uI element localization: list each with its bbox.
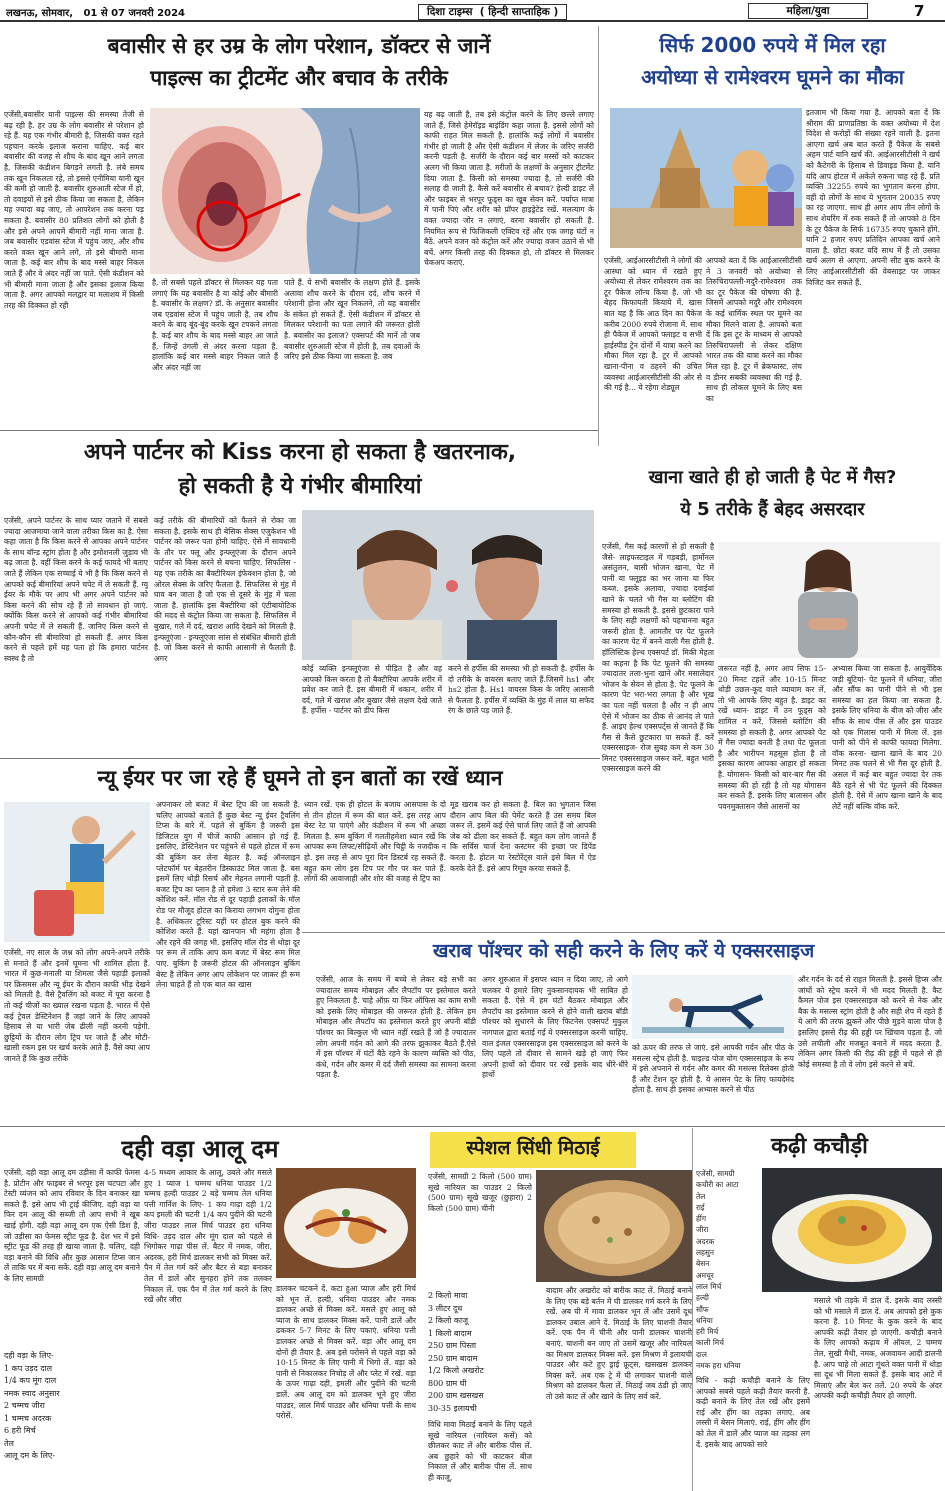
piles-column-4: यह बढ़ जाती है, तब इसे कंट्रोल करने के लिए छल्ले लगाए जाते हैं, जिसे हेमेरॉइड बाइंडिंग कहा जाता है. इससे लोगों को काफी राहत मिल सकती है. हालांकि कई लोगों में बवासीर गंभीर हो जाती है और ऐसी कंडीशन में लेजर के जरिए सर्जरी करनी पड़ती है. सर्जरी के दौरान कई बार मस्सों को काटकर अलग भी किया जाता है. मरीजों के लक्षणों के अनुसार ट्रीटमेंट दिया जाता है. किसी को समस्या ज्यादा है, तो सर्जरी की सलाह दी जाती है. कैसे करें बवासीर से बचाव? हेल्दी डाइट लें और फाइबर से भरपूर फूड्स का खूब सेवन करें. पर्याप्त मात्रा में पानी पिएं और शरीर को प्रॉपर हाइड्रेटेड रखें. मलत्याग के वक्त ज्यादा जोर न लगाएं, वरना बवासीर हो सकती है. नियमित रूप से फिजिकली एक्टिव रहें और एक जगह घंटों न बैठें. अपने वजन को कंट्रोल करें और ज्यादा वजन उठाने से भी बचें. अगर किसी तरह की दिक्कत हो, तो डॉक्टर से मिलकर चेकअप कराएं. [424,110,594,268]
ingredient-item: अदरक [696,1236,715,1246]
ayodhya-column-a: एजेंसी, आईआरसीटीसी ने लोगों की आस्था को ध्यान में रखते हुए अयोध्या से लेकर रामेश्वरम तक का टूर पैकेज लॉन्च किया है. जो भी बेहद किफायती कियाये में. खास बात यह है कि आठ दिन का पैकेज करीब 2000 रुपये रोजाना में. साथ ही पैकेज में आपको फ्लाइट व सभी हाईस्पीड ट्रेन दोनों में यात्रा करने का मौका मिल रहा है. टूर में आपको खाना-पीना व ठहरने की उचित व्यवस्था आईआरसीटीसी की ओर से की गई है... ये रहेगा शेड्यूल [604,256,702,393]
ingredient-item: अमचूर [696,1270,714,1280]
piles-article [0,24,598,422]
ayodhya-headline-2: अयोध्या से रामेश्वरम घूमने का मौका [641,65,904,89]
dahivada-headline: दही वड़ा आलू दम [121,1135,279,1163]
ingredient-item: 250 ग्राम पिस्ता [428,1341,477,1350]
kadhi-headline: कढ़ी कचौड़ी [771,1134,868,1159]
ayodhya-article [600,24,945,464]
kadhi-article [694,1128,945,1491]
ingredient-item: नमक स्वाद अनुसार [4,1388,60,1398]
gas-column-2: जरूरत नहीं है, अगर आप सिफ 15-20 मिनट टहलें और 10-15 मिनट थोड़ी उछल-कूद वाले व्यायाम कर लें, तो भी आपके लिए बहुत है. डाइट का रखें ध्यान- डाइट में उन फूड्स को शामिल न करें, जिससे ब्लोटिंग की समस्या हो सकती है. अगर आपको पेट में गैस ज्यादा बनती है तथा पेट फूलता है और भारीपन महसूस होता है तो इसका कारण आपका आहार हो सकता है. योगासन- किसी को बार-बार गैस की समस्या की हो रही है तो यह योगासन कर सकते हैं. इसके लिए बालासन और पवनमुक्तासन जैसे आसनों का [718,664,826,811]
newyear-column-3: ध्यान रखें. एक ही होटल के बजाय आसपास के दो से तीन होटल में रूम की बात करें. इस तरह आप बेस्ट रेट पा पाएंगे और कंडीशन में रूम भी अच्छा मिलता है. रूम बुकिंग में गलतीहमेशा ध्यान रखें कि आपका रूम लिफ्ट/सीढ़ियों और चिट्ठी के नजदीक न हो. इस तरह से आप पूरा दिन डिस्टर्ब रह सकते हैं. बहुत कम लोग इस टिप पर गौर पर कर पाते हैं. लोगों की आवाजाही और शोर की वजह से ट्रिप का [304,800,446,884]
temple-image [610,108,802,248]
ingredient-item: तेल [4,1438,14,1448]
piles-headline-2: पाइल्स का ट्रीटमेंट और बचाव के तरीके [150,66,448,90]
kiss-column-2: कई तरीके की बीमारियों को फैलने से रोका जा सकता है. इसके साथ ही बेसिक सेक्स एजुकेशन भी पार्टनर को जरूर पता होनी चाहिए. ऐसे में सावधानी के तौर पर फ्लू और इन्फ्लूएंजा के दौरान अपने पार्टनर को किस करने से बचना चाहिए. सिफलिस - यह एक तरीके का बैक्टीरियल इंफेक्शन होता है, जो ओरल सेक्स के जरिए फैलता है. सिफलिस से मुंह में घाव बन जाता है जो एक से दूसरे के मुंह में चला जाता है. हालांकि इस बैक्टीरिया को एंटीबायोटिक की मदद से कंट्रोल किया जा सकता है. सिफलिस में बुखार, गले में दर्द, खराश आदि देखने को मिलती है. इन्फ्लूएंजा - इन्फ्लूएंजा सांस से संबंधित बीमारी होती है. जो किस करने से काफी आसानी से फैलती है. अगर [154,516,296,663]
kiss-column-3: कोई व्यक्ति इन्फ्लूएंजा से पीड़ित है और वह आपको किस करता है तो बैक्टीरिया आपके शरीर में प्रवेश कर जाते हैं. इस बीमारी में थकान, शरीर में दर्द, गले में खराश और बुखार जैसे लक्षण देखे जाते हैं. हर्पीस - पार्टनर को डीप किस [302,664,442,716]
dahivada-article [0,1128,420,1491]
ingredient-item: नमक हरा धनिया [696,1361,741,1371]
ingredient-item: 2 किलो काजू [428,1316,469,1325]
kiss-headline-1: अपने पार्टनर को Kiss करना हो सकता है खतरनाक, [83,440,517,465]
posture-column-3: को ऊपर की तरफ ले जाएं. इसे आपकी गर्दन और पीठ के मसल्स स्ट्रेच होती है. चाइल्ड पोज योग एक्सरसाइज के रूप में इसे अपनाने से गर्दन और कमर की मसल्स रिलेक्स होती हैं और टेंशन दूर होती है. ये आसन पेट के लिए फायदेमंद होता है. साथ ही इसका अभ्यास करने से पीठ [632,1043,794,1095]
kachori-image [762,1168,942,1292]
ingredient-item: 200 ग्राम खसखस [428,1391,484,1400]
ingredient-item: दही वड़ा के लिए- [4,1351,54,1360]
ayodhya-column-b: आपको बता दें कि आईआरसीटीसी ने 3 जनवरी को अयोध्या से तिरुचिरापल्ली-मदुरै-रामेश्वरम तक का टूर पैकेज की घोषणा की है. जिसमें आपको मदुरै और रामेश्वरम के कई धार्मिक स्थल पर घूमने का मौका मिलने वाला है. आपको बता दें कि इस टूर के माध्यम से आपको तिरुचिरापल्ली से लेकर दक्षिण भारत तक की यात्रा करने का मौका मिल रहा है. टूर में ब्रेकफास्ट, लंच व डीनर सबकी व्यवस्था की गई है. साथ ही लोकल घूमने के लिए बस का [706,256,802,403]
dahivada-column-3: डालकर चटकने दें. कटा हुआ प्याज और हरी मिर्च को भून लें. हल्दी, धनिया पाउडर और नमक डालकर अच्छे से मिक्स करें. मसले हुए आलू को प्याज के साथ डालकर मिक्स करें. पानी डालें और ढककर 5-7 मिनट के लिए पकाएं. धनिया पत्ती डालकर अच्छे से मिक्स करें. वड़ा और आलू दम दोनों ही तैयार है. अब इसे परोसने से पहले वड़ा को 10-15 मिनट के लिए पानी में भिगो लें. वड़ा को पानी से निकालकर निचोड़ लें और प्लेट में रखें. वड़ा के ऊपर गाढ़ा दही, इमली और पुदीने की चटनी डालें. अब आलू दम को डालकर भूने हुए जीरा पाउडर, लाल मिर्च पाउडर और धनिया पत्ती के साथ परोसें. [276,1284,416,1421]
gas-headline-2: ये 5 तरीके हैं बेहद असरदार [680,499,865,520]
ingredient-item: 30-35 इलायची [428,1403,477,1413]
piles-column-1: एजेंसी,बवासीर यानी पाइल्स की समस्या तेजी से बढ़ रही है. हर उम्र के लोग बवासीर से परेशान हो रहे हैं. यह एक गंभीर बीमारी है, जिसकी वक्त रहते पहचान करके इलाज कराना चाहिए. कई बार बवासीर की वजह से शौच के बाद खून आने लगता है, जिसकी कंडीशन बिगड़ने लगती है. लंबे समय तक खून निकलता रहे, तो इससे एनीमिया यानी खून की कमी हो जाती है. बवासीर शुरुआती स्टेज में हो, तो दवाइयों से इसे ठीक किया जा सकता है, लेकिन यह ज्यादा बढ़ जाए, तो आपरेशन तक करना पड़ सकता है. बवासीर 80 प्रतिशत लोगों को होती है और इसे अपने आपमें बीमारी नहीं माना जाता है. जब बवासीर एडवांस स्टेज में पहुंच जाए, और शौच करते वक्त खून आने लगे, तो इसे बीमारी माना जाता है. कई बार शौच के बाद मस्से बाहर निकल जाते हैं और वे अंदर नहीं जा पाते. ऐसी कंडीशन को भी बीमारी माना जाता है और इसका इलाज किया जाता है. अगर आपको मलद्वार या मलाशय में किसी तरह की दिक्कत हो रही [4,110,144,310]
ingredient-item: आलू दम के लिए- [4,1451,56,1460]
couple-image [302,510,594,660]
dahivada-column-2: 4-5 मध्यम आकार के आलू, उबले और मसले हुए 1 प्याज 1 चम्मच धनिया पाउडर 1/2 चम्मच हल्दी पाउडर 2 बड़े चम्मच तेल धनिया पत्ती गार्निश के लिए- 1 कप गाढ़ा दही 1/2 कप इमली की चटनी 1/4 कप पुदीने की चटनी जीरा पाउडर लाल मिर्च पाउडर हरा धनिया विधि- उड़द दाल और मूंग दाल को पहले से भिगोकर गाढ़ा पीस लें. बैटर में नमक, जीरा, अदरक, हरी मिर्च डालकर सभी को मिक्स करें. पैन में तेल गर्म करें और बैटर से बड़ा बनाकर तेल में डालें और सुनहरा होने तक तलकर निकाल लें. एक पैन में तेल गर्म करने के लिए रखें और जीरा [144,1168,272,1305]
ingredient-item: हरी मिर्च [696,1327,719,1337]
ingredient-item: तेल [696,1191,706,1201]
piles-column-3: पाते हैं. ये सभी बवासीर के लक्षण होते हैं. इसके अलावा शौच करने के दौरान दर्द, शौच करने में परेशानी होना और खून निकलने, तो यह बवासीर के संकेत हो सकते हैं. ऐसी कंडीशन में डॉक्टर से मिलकर परेशानी का पता लगाने की जरूरत होती है. बवासीर का इलाज? एक्सपर्ट की मानें तो जब बवासीर शुरुआती स्टेज में होती है, तब दवाओं के जरिए इसे ठीक किया जा सकता है. जब [284,278,420,362]
posture-column-2: अगर शुरुआत में इसपर ध्यान न दिया जाए, तो आगे चलकर ये हमारे लिए नुकसानदायक भी साबित हो सकता है. ऐसे में हम घंटों बैठकर मोबाइल और लैपटॉप का इस्तेमाल करने से होने वाली खराब बॉडी पॉश्चर को सुधारने के लिए फिटनेस एक्सपर्ट मुकुल नागपाल द्वारा बताई गई ये एक्सरसाइज करनी चाहिए. वाल इंजल एक्सरसाइज इस एक्सरसाइज को करने के लिए पहले तो दीवार से सामने खड़े हो जाएं फिर अपनी हाथों को दीवार पर रखें इसके बाद धीरे-धीरे हाथों [482,975,628,1080]
piles-column-2: है, तो सबसे पहले डॉक्टर से मिलकर यह पता लगाएं कि यह बवासीर है या कोई और बीमारी है. बवासीर के लक्षण? डॉ. के अनुसार बवासीर जब एडवांस स्टेज में पहुंच जाती है, तब शौच करने के बाद बूंद-बूंद करके खून टपकने लगता है. कई बार शौच के बाद मस्से बाहर आ जाते हैं, जिन्हें उंगली से अंदर करना पड़ता है. हालांकि कई बार मस्से बाहर निकल जाते हैं और अंदर नहीं जा [152,278,278,372]
sindhi-column-1-rest: विधि मावा मिठाई बनाने के लिए पहले सूखे नारियल (नारियल कसें) को छीलकर काट लें और बारीक पीस लें. अब छुहारे को भी काटकर बीज निकाल लें और बारीक पीस लें. साथ ही काजू, [428,1420,532,1482]
kiss-column-1: एजेंसी, अपने पार्टनर के साथ प्यार जताने में सबसे ज्यादा आजमाया जाने वाला तरीका किस का है. ऐसा कहा जाता है कि किस करने से आपका अपने पार्टनर के साथ बॉन्ड स्ट्रांग होता है और इमोशनली जुड़ाव भी बढ़ जाता है. वहीं किस करने के कई फायदे भी बताए जाते हैं लेकिन एक सच्चाई ये भी है कि किस करने से आपको कई बीमारियां अपने चपेट में ले सकती हैं. ग्यू ईयर के मौके पर आप भी अगर अपने पार्टनर को किस करने की सोच रहे हैं तो सावधान हो जाएं. क्योंकि किस करने से आपको कई गंभीर बीमारियां अपनी चपेट में ले सकती हैं. जानिए किस करने से कौन-कौन सी बीमारियां हो सकती हैं. अगर किस करने से पहले हमें यह पता हो कि हमारा पार्टनर स्वस्थ है तो [4,516,148,663]
piles-headline-1: बवासीर से हर उम्र के लोग परेशान, डॉक्टर से जानें [107,34,491,58]
ingredient-item: कचौरी का आटा [696,1180,739,1190]
ingredient-item: 1 किलो बादाम [428,1328,472,1338]
kadhi-column-1-rest: विधि - कढ़ी कचौड़ी बनाने के लिए आपको सबसे पहले कढ़ी तैयार करनी है. कढ़ी बनाने के लिए तेल रखें और इसमें राई और हींग का तड़का लगाएं. अब लस्सी में बेसन मिलाएं. राई, हींग और हींग को तेल में डालें और प्याज का तड़का लग दें. इसके बाद आपको सारे [696,1376,810,1449]
ingredient-item: काली मिर्च [696,1338,724,1348]
exercise-image [632,975,794,1039]
ingredient-item: जीरा [696,1225,709,1235]
ingredient-item: 1/2 किलो अखरोट [428,1366,484,1375]
gas-column-1: एजेंसी, गैस कई कारणों से हो सकती है जैसे- लाइफस्टाइल में गड़बड़ी, हार्मोनल असंतुलन, बासी भोजन खाना, पेट में पानी या फ्लूइड का भर जाना या फिर कब्ज. इसके अलावा, ज्यादा दवाईयां खाने के चलते भी गैस या ब्लोटिंग की समस्या हो सकती है. इससे छुटकारा पाने के लिए सही लक्षणों को पहचानना बहुत जरूरी होता है. आमतौर पर पेट फूलने का कारण पेट में बनने वाली गैस होती है. हॉलिस्टिक हेल्थ एक्सपर्ट डॉ. मिकी मेहता का कहना है कि पेट फूलने की समस्या ज्यादातर तला-भुना खाने और मसालेदार भोजन के सेवन से होता है. पेट फूलने के कारण पेट भरा-भरा लगता है और भूख का पता नहीं चलता है और न ही आप ऐसे में भोजन का ठीक से आनंद ले पाते हैं. आइए हेल्थ एक्सपर्ट्स से जानते हैं कि गैस से कैसे छुटकारा पा सकते हैं. करें एक्सरसाइज- रोज सुबह कम से कम 30 मिनट एक्सरसाइज जरूर करें. बहुत भारी एक्सरसाइज करने की [602,542,714,774]
ingredient-item: 1/4 कप मूंग दाल [4,1376,57,1385]
ingredient-item: 1 कप उड़द दाल [4,1363,53,1373]
gas-headline-1: खाना खाते ही हो जाती है पेट में गैस? [648,467,897,488]
ingredient-item: सौंफ [696,1304,709,1314]
posture-article [302,932,945,1132]
sindhi-article [424,1128,694,1491]
ingredient-item: 800 ग्राम घी [428,1378,467,1388]
ingredient-item: 3 लीटर दूध [428,1303,463,1313]
paper-name: दिशा टाइम्स ( हिन्दी साप्ताहिक ) [418,4,567,20]
ingredient-item: दाल [696,1349,707,1359]
posture-column-4: और गर्दन के दर्द से राहत मिलती है. इससे हिप्स और जांघों को स्ट्रेच करने में भी मदद मिलती है. कैट कैमल पोज इस एक्सरसाइज को करने से नेक और बैक के मसल्स स्ट्रांग होती है और सही शेप में रहते हैं ये आगे की तरफ झुकने और पीछे मुड़ने वाला पोज है इसलिए इससे रीढ़ की हड्डी पर खिंचाव पड़ता है. जो उसे लचीली और मजबूत बनाने में मदद करता है. लेकिन अगर किसी की रीढ़ की हड्डी में पहले से ही कोई समस्या है तो वे लोग इसे करने से बचें. [798,975,942,1069]
newyear-column-4: मूड खराब कर हो सकता है. बिल का भुगतान जिस दौरान आप बिल की पेमेंट करते हैं उस समय बिल जरूर लें. इसमें कई ऐसे चार्ज लिए जाते हैं जो आपकी जेब को ढीला कर सकते हैं. बहुत कम लोग जानते हैं कि सर्विस चार्ज देना कस्टमर की इच्छा पर डिपेंड करता है. होटल या रेस्टोरेंट्स वाले इसे बिल में ऐड करके देते हैं. इसे आप रिमूव करवा सकते हैं. [450,800,596,873]
posture-headline: खराब पॉश्चर को सही करने के लिए करें ये एक्सरसाइज [432,940,815,962]
ingredient-item: एजेंसी, सामग्री [696,1169,735,1178]
ingredient-item: 2 चम्मच जीरा [4,1401,45,1410]
ingredient-item: 6 हरी मिर्च [4,1426,36,1435]
ingredient-item: राई [696,1202,705,1212]
posture-column-1: एजेंसी, आज के समय में बच्चे से लेकर बड़े सभी का ज्यादातर समय मोबाइल और लैपटॉप पर इस्तेमाल करते हुए निकलता है. चाहे ऑफ़ या फिर ऑफिस का काम सभी को इसके लिए मोबाइल की जरूरत होती है. लेकिन हम मोबाइल और लैपटॉप का इस्तेमाल करते हुए अपनी बॉडी पॉश्चर का बिल्कुल भी ध्यान नहीं रखते हैं जो है ज्यादातर लोग अपनी गर्दन को आगे की तरफ झुकाकर बैठते हैं.ऐसे में इस पॉश्चर में घंटों बैठे रहने के कारण व्यक्ति को पीठ, कंधे, गर्दन और कमर में दर्द जैसी समस्या का सामना करना पड़ता है. [316,975,476,1080]
traveler-image [4,802,150,942]
ingredient-item: 250 ग्राम बादाम [428,1353,478,1363]
ayodhya-column-top: इतजाम भी किया गया है. आपको बता दें कि श्रीराम की प्राणप्रतिष्ठा के वक्त अयोध्या में देश विदेश से करोड़ों की संख्या रहने वाली है. इतना आएगा खर्च अब बात करते हैं पैकेज के सबसे अहम पार्ट यानि खर्च की. आईआरसीटीसी ने खर्च को कैटेगरी के हिसाब से डिवाइड किया है. यानि यदि आप होटल में अकेले रुकना चाह रहे हैं. प्रति व्यक्ति 32255 रुपये का भुगतान करना होगा. वहीं दो लोगों के साथ ये भुगतान 20035 रुपए का रह जाएगा. साथ ही अगर आप तीन लोगों के साथ शेयरिंग में रुक सकते हैं तो आपको 8 दिन के टूर पैकेज के सिर्फ 16735 रुपए चुकाने होंगे. यानि 2 हजार रुपए प्रतिदिन आपका खर्च आने वाला है. छोटा बजट यदि साथ में हैं तो उसका खर्च अलग से आएगा. अपनी सीट बुक करने के लिए आईआरसीटीसी की वेबसाइट पर जाकर विजिट कर सकते हैं. [806,108,940,287]
newyear-headline: न्यू ईयर पर जा रहे हैं घूमने तो इन बातों का रखें ध्यान [97,766,503,790]
ingredient-item: बेसन [696,1259,710,1269]
section-tag: महिला/युवा [748,3,868,19]
kiss-article [0,432,600,756]
page-number: 7 [914,2,925,20]
sindhi-ingredient-list [428,1290,532,1415]
kadhi-column-2: मसाले भी तड़के में डाल दें. इसके बाद लस्सी को भी मसाले में डाल दें. अब आपको इसे कुक करना है. 10 मिनट के कुक करने के बाद आपकी कढ़ी तैयार हो जाएगी. कचौड़ी बनाने के लिए आपको कढ़ाव में ऑयल, 2 चम्मच तेल, सुखी मैथी, नमक, अजवायन आदी डालनी है. आप चाहे तो आटा गूंथते वक्त पानी में थोड़ा सा दूध भी मिला सकते हैं. इसके बाद आटे में मिलाएं और बेल कर तलें. 20 रुपये के अंदर आपकी कढ़ी कचौड़ी तैयार हो जाएगी. [814,1296,942,1401]
mithai-image [536,1170,692,1282]
kiss-headline-2: हो सकती है ये गंभीर बीमारियां [178,474,422,499]
gas-column-3: अभ्यास किया जा सकता है. आयुर्वेदिक जड़ी बूटियां- पेट फूलने में धनिया, जीरा और सौंफ का पानी पीने से भी इस समस्या का हल किया जा सकता है. इसके लिए धनिया के बीज को जीरा और सौंफ के साथ पीस लें और इस पाउडर को एक गिलास पानी में मिला लें. इस पानी को पीने से काफी फायदा मिलेगा. वॉक करना- खाना खाने के बाद 20 मिनट तक चलने से भी गैस दूर होती है. असल में कई बार बहुत ज्यादा देर तक बैठे रहने से भी पेट फूलने की दिक्कत होती है. ऐसे में आप खाना खाने के बाद लेटें नहीं बल्कि वॉक करें. [832,664,942,811]
sindhi-headline: स्पेशल सिंधी मिठाई [466,1137,600,1159]
ingredient-item: हींग [696,1214,706,1224]
ingredient-item: 2 किलो मावा [428,1291,468,1300]
ingredient-item: लाल मिर्च [696,1281,722,1291]
newyear-column-2: अपनाकर लो बजट में बेस्ट ट्रिप की जा सकती है. चलिए आपको बताते हैं कुछ बेस्ट न्यू ईयर ट्रैवलिंग टिप्स के बारे में. पहले से बुकिंग है जरूरी इस डिजिटल युग में चीजें काफी आसान हो गई हैं. इसलिए, डेस्टिनेशन पर पहुंचने से पहले होटल में रूम की बुकिंग कर लेना बेहतर है. कई ऑनलाइन प्लेटफॉर्म पर बेहतरीन डिस्काउंट मिल जाता है. बस इसमें लिए थोड़ी रिसर्च और मेहनत लगानी पड़ती है. बजट ट्रिप का प्लान है तो हमेशा 3 स्टार रूम लेने की कोशिश करें. मॉल रोड से दूर पहाड़ी इलाकों के मॉल रोड पर मौजूद होटल का किराया लगभग दोगुना होता है. अधिकतर टूरिस्ट यहीं पर होटल बुक करने की कोशिश करते हैं. यहां खानपान भी महंगा होता है और रहने की जगह भी. इसलिए मॉल रोड से थोड़ा दूर पर रूम लें ताकि आप कम बजट में बेस्ट रूम मिल पाए. बुकिंग है जरूरी होटल की ऑनलाइन बुकिंग बेस्ट है लेकिन अगर आप लोकेशन पर जाकर ही रूम लेना चाहते हैं तो एक बात का खास [156,800,300,990]
gas-article [600,464,945,934]
kadhi-ingredient-list [696,1168,760,1371]
newyear-column-1: एजेंसी, नए साल के जश्न को लोग अपने-अपने तरीके से मनाते हैं और इनमें घूमना भी शामिल होता है. भारत में कुछ-मनाली या शिमला जैसे पहाड़ी इलाकों पर क्रिसमस और न्यू ईयर के दौरान काफी भीड़ देखने को मिलती है. वैसे ट्रैवलिंग को बजट में पूरा करना है तो कई चीजों का ख्याल रखना पड़ता है. भारत में ऐसे कई ट्रेवल डेस्टिनेशन हैं जहां जाने के लिए आपको हिसाब से या भारी जेब ढीली नहीं करनी पड़ेगी. छुट्टियों के दौरान लोग ट्रिप पर जाते हैं और मोटी-खासी रकम इस पर खर्च करके आते हैं. वैसे क्या आप जानते हैं कि कुछ तरीके [4,948,150,1063]
ingredient-item: लहसुन [696,1248,715,1258]
dahivada-image [276,1168,416,1278]
dahivada-ingredient-list [4,1350,140,1463]
ingredient-item: धनिया [696,1315,713,1325]
piles-anatomy-image [150,108,420,274]
dateline: लखनऊ, सोमवार, 01 से 07 जनवरी 2024 [6,8,186,19]
ingredient-item: हल्दी [696,1293,709,1303]
dahivada-column-1: एजेंसी, दही वड़ा आलू दम उड़ीसा में काफी फेमस है. प्रोटीन और फाइबर से भरपूर इस चटपटा और टेस्टी व्यंजन को आप रविवार के दिन बनाकर खा सकते हैं. इसे आप भी ट्राई कीजिए. दही वड़ा या फिर दम आलू की सब्जी तो आप सभी ने खूब खाई होगी. दही वड़ा आलू दम एक ऐसी डिश है, जो उड़ीसा का फेमस स्ट्रीट फूड है. देश भर में इसे स्ट्रीट फूड की तरह ही खाया जाता है. चलिए, दही वड़ा बनाने की विधि और कुछ आसान टिप्स जान लें ताकि घर में बना सकें. दही वड़ा आलू दम बनाने के लिए सामग्री [4,1168,140,1283]
masthead-bar [0,0,945,22]
ayodhya-headline-1: सिर्फ 2000 रुपये में मिल रहा [659,33,886,57]
kiss-column-4: करने से हर्पीस की समस्या भी हो सकती है. हर्पीस के दो तरीके के वायरस बताए जाते हैं.जिसमें hs1 और hs2 होता है. Hs1 वायरस किस के जरिए आसानी से फैलता है. हर्पीस में व्यक्ति के मुंह में लाल या सफेद रंग के छाले पड़ जाते हैं. [448,664,594,716]
sindhi-column-1-intro: एजेंसी, सामग्री 2 किलो (500 ग्राम) सूखे नारियल का पाउडर 2 किलो (500 ग्राम) सूखे खजूर (छुहारा) 2 किलो (500 ग्राम) चीनी [428,1172,532,1213]
ingredient-item: 1 चम्मच अदरक [4,1413,52,1423]
stomach-pain-image [718,542,940,658]
sindhi-column-2: बादाम और अखरोट को बारीक काट लें. मिठाई बनाने के लिए एक बड़े बर्तन में घी डालकर गर्म करने के लिए रखें. अब घी में मावा डालकर भून लें और उसमें दूध डालकर उबाल आने दें. मिठाई के लिए चाशनी तैयार करें. एक पैन में चीनी और पानी डालकर चाशनी बनाएं. चाशनी बन जाए तो उसमें खजूर और नारियल का मिश्रण डालकर मिक्स करें. इस मिश्रण में इलायची पाउडर और कटे हुए ड्राई फ्रूट्स, खसखस डालकर मिक्स करें. अब एक ट्रे में घी लगाकर चाशनी वाले मिश्रण को डालकर फैला लें. मिठाई जब ठंडी हो जाए तो उसे काट लें और खाने के लिए सर्व करें. [546,1286,692,1401]
